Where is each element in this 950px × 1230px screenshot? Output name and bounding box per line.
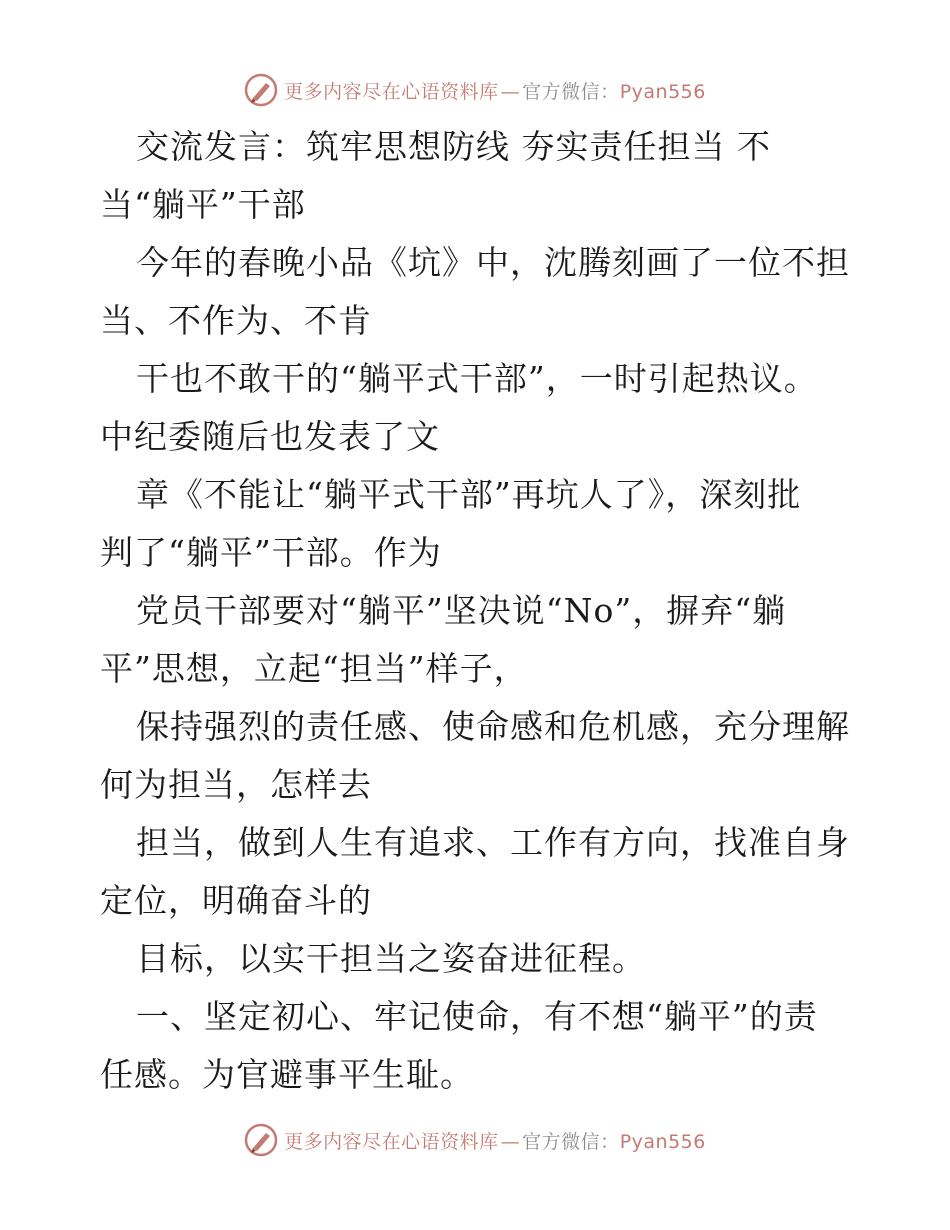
paragraph-line: 何为担当，怎样去 [100, 765, 372, 804]
banner-dash: — [500, 1130, 521, 1153]
banner-wechat-label: 官方微信： [522, 80, 620, 103]
header-banner [0, 70, 950, 110]
paragraph-line: 当、不作为、不肯 [100, 301, 372, 340]
paragraph-line: 定位，明确奋斗的 [100, 881, 372, 920]
paragraph-line: 担当，做到人生有追求、工作有方向，找准自身 [136, 823, 850, 862]
paragraph-line: 中纪委随后也发表了文 [100, 417, 440, 456]
paragraph-line: 章《不能让“躺平式干部”再坑人了》，深刻批 [136, 475, 802, 514]
banner-dash: — [500, 80, 521, 103]
banner-account: Pyan556 [619, 1130, 706, 1153]
banner-main-text: 更多内容尽在心语资料库 [284, 80, 499, 103]
pen-logo-icon [244, 73, 278, 107]
paragraph-line: 任感。为官避事平生耻。 [100, 1055, 474, 1094]
title-line-1: 交流发言：筑牢思想防线 夯实责任担当 不 [136, 127, 771, 166]
pen-logo-icon [244, 1123, 278, 1157]
paragraph-line: 目标，以实干担当之姿奋进征程。 [136, 939, 646, 978]
banner-text [284, 77, 706, 104]
paragraph-line: 今年的春晚小品《坑》中，沈腾刻画了一位不担 [136, 243, 850, 282]
paragraph-line: 保持强烈的责任感、使命感和危机感，充分理解 [136, 707, 850, 746]
title-line-2: 当“躺平”干部 [100, 185, 306, 224]
paragraph-line: 判了“躺平”干部。作为 [100, 533, 442, 572]
footer-banner [0, 1120, 950, 1160]
section-heading-line: 一、坚定初心、牢记使命，有不想“躺平”的责 [136, 997, 818, 1036]
banner-main-text: 更多内容尽在心语资料库 [284, 1130, 499, 1153]
paragraph-line: 党员干部要对“躺平”坚决说“No”，摒弃“躺 [136, 591, 787, 630]
banner-wechat-label: 官方微信： [522, 1130, 620, 1153]
paragraph-line: 干也不敢干的“躺平式干部”，一时引起热议。 [136, 359, 818, 398]
document-body [100, 118, 860, 1104]
banner-account: Pyan556 [619, 80, 706, 103]
banner-text [284, 1127, 706, 1154]
paragraph-line: 平”思想，立起“担当”样子， [100, 649, 528, 688]
